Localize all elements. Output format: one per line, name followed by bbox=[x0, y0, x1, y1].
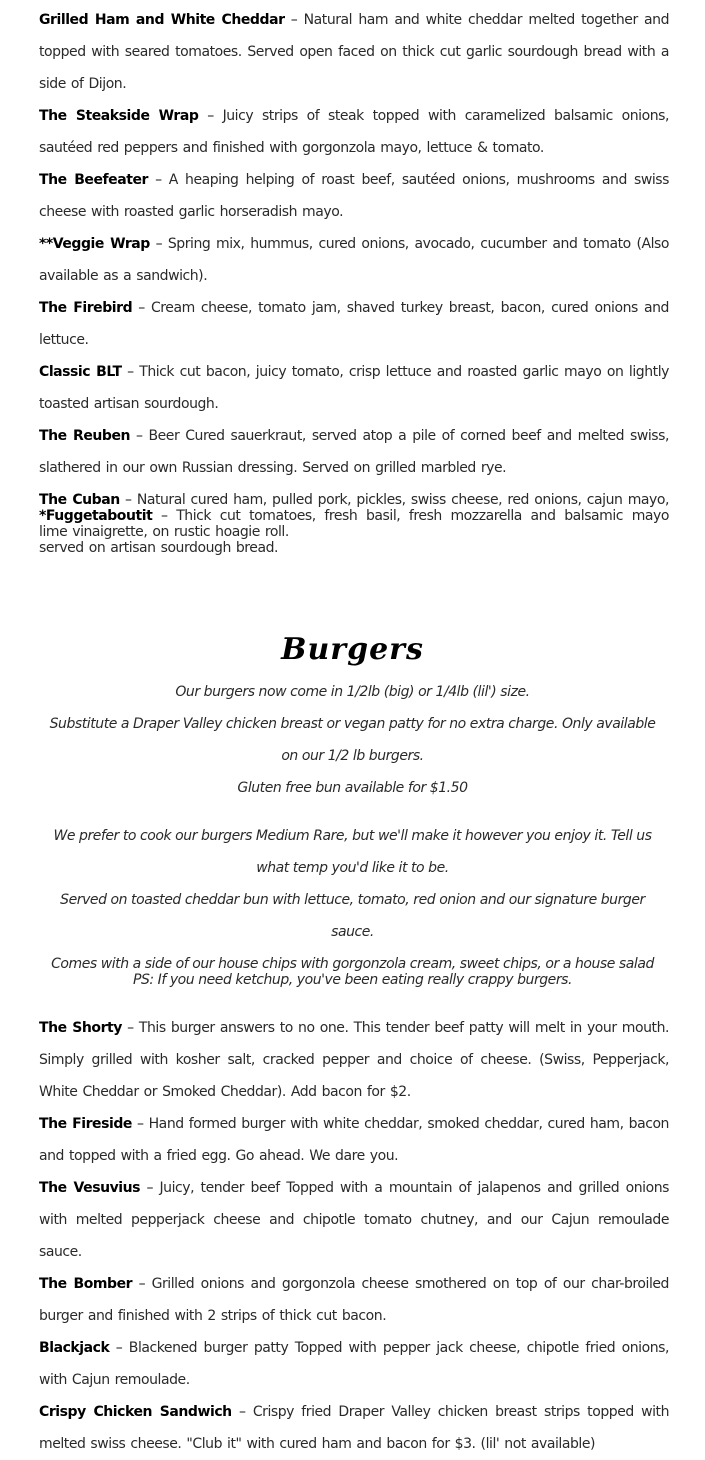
item-name: The Cuban bbox=[39, 492, 120, 508]
item-name: The Beefeater bbox=[39, 172, 148, 188]
item-description: Thick cut bacon, juicy tomato, crisp lettuce and roasted garlic mayo on lightly toasted artisan sourdough. bbox=[39, 364, 669, 412]
item-description: Beer Cured sauerkraut, served atop a pile of corned beef and melted swiss, slathered in our own Russian dressing. Served on grilled marbled rye. bbox=[39, 428, 669, 476]
menu-item: Crispy Chicken Sandwich – Crispy fried Draper Valley chicken breast strips topped with melted swiss cheese. "Club it" with cured ham and bacon for $3. (lil' not available) bbox=[39, 1404, 669, 1452]
burgers-ps bbox=[44, 964, 661, 996]
item-description: Natural cured ham, pulled pork, pickles, swiss cheese, red onions, cajun mayo, lime vinaigrette, on rustic hoagie roll. bbox=[39, 492, 669, 540]
item-name: The Reuben bbox=[39, 428, 131, 444]
item-name: Crispy Chicken Sandwich bbox=[39, 1404, 232, 1420]
item-name: **Veggie Wrap bbox=[39, 236, 150, 252]
item-name: The Vesuvius bbox=[39, 1180, 141, 1196]
menu-item: The Fireside – Hand formed burger with white cheddar, smoked cheddar, cured ham, bacon and topped with a fried egg. Go ahead. We dare you. bbox=[39, 1116, 669, 1164]
item-description: Cream cheese, tomato jam, shaved turkey breast, bacon, cured onions and lettuce. bbox=[39, 300, 669, 348]
menu-item: The Reuben – Beer Cured sauerkraut, served atop a pile of corned beef and melted swiss, slathered in our own Russian dressing. Served on grilled marbled rye. bbox=[39, 428, 669, 476]
item-description: Juicy strips of steak topped with caramelized balsamic onions, sautéed red peppers and finished with gorgonzola mayo, lettuce & tomato. bbox=[39, 108, 669, 156]
item-name: The Firebird bbox=[39, 300, 133, 316]
item-description: Thick cut tomatoes, fresh basil, fresh mozzarella and balsamic mayo served on artisan sourdough bread. bbox=[39, 508, 669, 556]
item-description: Crispy fried Draper Valley chicken breast strips topped with melted swiss cheese. "Club it" with cured ham and bacon for $3. (lil' not available) bbox=[39, 1404, 669, 1452]
sides-note: Comes with a side of our house chips with gorgonzola cream, sweet chips, or a house salad bbox=[51, 956, 654, 972]
item-name: Grilled Ham and White Cheddar bbox=[39, 12, 285, 28]
item-name: The Bomber bbox=[39, 1276, 133, 1292]
burgers-intro bbox=[44, 676, 661, 804]
menu-item: **Veggie Wrap – Spring mix, hummus, cured onions, avocado, cucumber and tomato (Also available as a sandwich). bbox=[39, 236, 669, 284]
item-name: The Fireside bbox=[39, 1116, 132, 1132]
bun-note: Served on toasted cheddar bun with lettuce, tomato, red onion and our signature burger sauce. bbox=[60, 892, 645, 940]
ps-note: PS: If you need ketchup, you've been eating really crappy burgers. bbox=[132, 972, 572, 988]
menu-item: The Beefeater – A heaping helping of roast beef, sautéed onions, mushrooms and swiss cheese with roasted garlic horseradish mayo. bbox=[39, 172, 669, 220]
item-name: Classic BLT bbox=[39, 364, 122, 380]
item-description: Juicy, tender beef Topped with a mountain of jalapenos and grilled onions with melted pepperjack cheese and chipotle tomato chutney, and our Cajun remoulade sauce. bbox=[39, 1180, 669, 1260]
substitute-note: Substitute a Draper Valley chicken breast or vegan patty for no extra charge. Only available on our 1/2 lb burgers. bbox=[49, 716, 656, 764]
burger-size-note: Our burgers now come in 1/2lb (big) or 1/4lb (lil') size. bbox=[175, 684, 530, 700]
item-description: Hand formed burger with white cheddar, smoked cheddar, cured ham, bacon and topped with a fried egg. Go ahead. We dare you. bbox=[39, 1116, 669, 1164]
menu-item: Classic BLT – Thick cut bacon, juicy tomato, crisp lettuce and roasted garlic mayo on lightly toasted artisan sourdough. bbox=[39, 364, 669, 412]
item-description: Natural ham and white cheddar melted together and topped with seared tomatoes. Served open faced on thick cut garlic sourdough bread with a side of Dijon. bbox=[39, 12, 670, 92]
item-description: Spring mix, hummus, cured onions, avocado, cucumber and tomato (Also available as a sandwich). bbox=[39, 236, 669, 284]
sandwich-list bbox=[39, 4, 669, 548]
special-item-block bbox=[39, 500, 669, 564]
menu-item: The Firebird – Cream cheese, tomato jam, shaved turkey breast, bacon, cured onions and lettuce. bbox=[39, 300, 669, 348]
menu-item: Blackjack – Blackened burger patty Topped with pepper jack cheese, chipotle fried onions, with Cajun remoulade. bbox=[39, 1340, 669, 1388]
menu-item: The Vesuvius – Juicy, tender beef Topped with a mountain of jalapenos and grilled onions with melted pepperjack cheese and chipotle tomato chutney, and our Cajun remoulade sauce. bbox=[39, 1180, 669, 1260]
item-name: The Steakside Wrap bbox=[39, 108, 199, 124]
menu-item: The Shorty – This burger answers to no one. This tender beef patty will melt in your mouth. Simply grilled with kosher salt, cracked pepper and choice of cheese. (Swiss, Pepperjack, White Cheddar or Smoked Cheddar). Add bacon for $2. bbox=[39, 1020, 669, 1100]
item-description: Blackened burger patty Topped with pepper jack cheese, chipotle fried onions, with Cajun remoulade. bbox=[39, 1340, 669, 1388]
cooking-temp-note: We prefer to cook our burgers Medium Rare, but we'll make it however you enjoy it. Tell us what temp you'd like it to be. bbox=[53, 828, 652, 876]
item-name: Blackjack bbox=[39, 1340, 110, 1356]
burger-list bbox=[39, 1012, 669, 1460]
menu-item: The Steakside Wrap – Juicy strips of steak topped with caramelized balsamic onions, sautéed red peppers and finished with gorgonzola mayo, lettuce & tomato. bbox=[39, 108, 669, 156]
item-name: *Fuggetaboutit bbox=[39, 508, 153, 524]
menu-item: The Bomber – Grilled onions and gorgonzola cheese smothered on top of our char-broiled burger and finished with 2 strips of thick cut bacon. bbox=[39, 1276, 669, 1324]
item-description: A heaping helping of roast beef, sautéed onions, mushrooms and swiss cheese with roasted garlic horseradish mayo. bbox=[39, 172, 669, 220]
item-description: This burger answers to no one. This tender beef patty will melt in your mouth. Simply grilled with kosher salt, cracked pepper and choice of cheese. (Swiss, Pepperjack, White Cheddar or Smoked Cheddar). Add bacon for $2. bbox=[39, 1020, 669, 1100]
item-description: Grilled onions and gorgonzola cheese smothered on top of our char-broiled burger and finished with 2 strips of thick cut bacon. bbox=[39, 1276, 669, 1324]
menu-item: *Fuggetaboutit – Thick cut tomatoes, fresh basil, fresh mozzarella and balsamic mayo served on artisan sourdough bread. bbox=[39, 508, 669, 556]
item-name: The Shorty bbox=[39, 1020, 122, 1036]
burgers-cooking-notes bbox=[44, 820, 661, 980]
menu-item: The Cuban – Natural cured ham, pulled pork, pickles, swiss cheese, red onions, cajun mayo, lime vinaigrette, on rustic hoagie roll. bbox=[39, 492, 669, 540]
menu-item: Grilled Ham and White Cheddar – Natural ham and white cheddar melted together and topped with seared tomatoes. Served open faced on thick cut garlic sourdough bread with a side of Dijon. bbox=[39, 12, 670, 92]
gluten-free-note: Gluten free bun available for $1.50 bbox=[237, 780, 468, 796]
section-heading-burgers: Burgers bbox=[281, 632, 424, 667]
